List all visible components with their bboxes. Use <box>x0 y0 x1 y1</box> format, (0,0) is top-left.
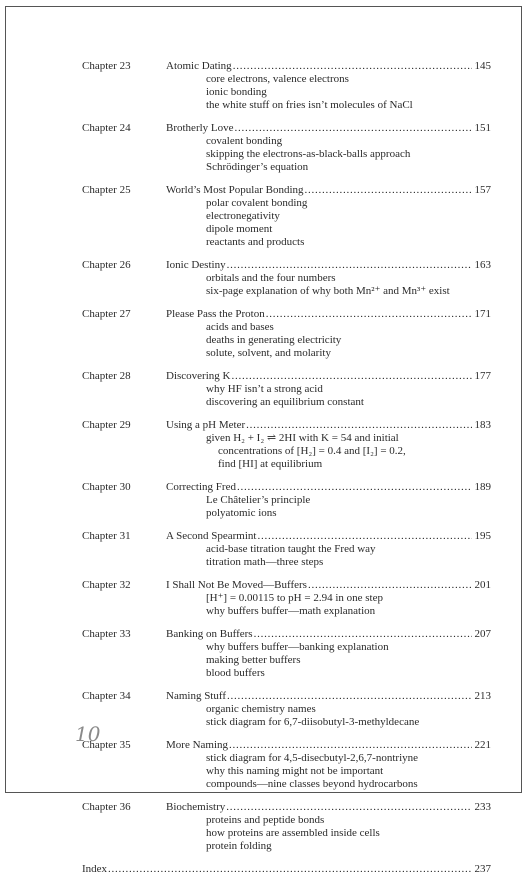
index-page-number: 237 <box>472 863 492 876</box>
toc-entry <box>82 530 491 579</box>
page-number: 207 <box>472 628 492 641</box>
dot-leader <box>166 370 491 383</box>
topic-item: deaths in generating electricity <box>206 334 342 346</box>
topic-list <box>82 73 491 112</box>
chapter-title[interactable]: Ionic Destiny <box>166 259 226 271</box>
chapter-title[interactable]: Banking on Buffers <box>166 628 253 640</box>
toc-entry <box>82 628 491 690</box>
topic-item: polar covalent bonding <box>206 197 308 209</box>
topic-list <box>82 641 491 680</box>
topic-item: why buffers buffer—math explanation <box>206 605 376 617</box>
topic-item: why HF isn’t a strong acid <box>206 383 323 395</box>
dot-leader <box>166 530 491 543</box>
toc-entry <box>82 184 491 259</box>
entry-heading-line <box>82 739 491 752</box>
toc-entry <box>82 690 491 739</box>
dot-leader <box>166 739 491 752</box>
topic-item: blood buffers <box>206 667 265 679</box>
chapter-title[interactable]: I Shall Not Be Moved—Buffers <box>166 579 307 591</box>
topic-item: compounds—nine classes beyond hydrocarbons <box>206 778 418 790</box>
topic-list <box>82 272 491 298</box>
topic-item: [H⁺] = 0.00115 to pH = 2.94 in one step <box>206 592 383 604</box>
topic-list <box>82 703 491 729</box>
toc-entry <box>82 481 491 530</box>
entry-heading-line <box>82 690 491 703</box>
dot-leader <box>166 60 491 73</box>
chapter-title[interactable]: Please Pass the Proton <box>166 308 265 320</box>
page-number: 189 <box>472 481 492 494</box>
page-number: 163 <box>472 259 492 272</box>
dot-leader <box>166 184 491 197</box>
chapter-number: Chapter 35 <box>82 739 131 751</box>
chapter-number: Chapter 32 <box>82 579 131 591</box>
topic-item: how proteins are assembled inside cells <box>206 827 380 839</box>
topic-item: polyatomic ions <box>206 507 277 519</box>
topic-list <box>82 494 491 520</box>
chapter-number: Chapter 33 <box>82 628 131 640</box>
chapter-number: Chapter 29 <box>82 419 131 431</box>
topic-item: find [HI] at equilibrium <box>218 458 323 470</box>
topic-item: ionic bonding <box>206 86 267 98</box>
page-number: 221 <box>472 739 492 752</box>
topic-item: reactants and products <box>206 236 305 248</box>
dot-leader <box>166 690 491 703</box>
topic-item: titration math—three steps <box>206 556 324 568</box>
dot-leader <box>166 419 491 432</box>
entry-heading-line <box>82 419 491 432</box>
topic-list <box>82 752 491 791</box>
chapter-number: Chapter 23 <box>82 60 131 72</box>
topic-item: why this naming might not be important <box>206 765 384 777</box>
topic-item: Schrödinger’s equation <box>206 161 309 173</box>
page-number: 145 <box>472 60 492 73</box>
topic-item: protein folding <box>206 840 272 852</box>
entry-heading-line <box>82 579 491 592</box>
topic-item: solute, solvent, and molarity <box>206 347 331 359</box>
dot-leader <box>166 801 491 814</box>
chapter-title[interactable]: Using a pH Meter <box>166 419 246 431</box>
dot-leader <box>166 122 491 135</box>
topic-item: organic chemistry names <box>206 703 316 715</box>
folio-page-number: 10 <box>75 722 101 746</box>
chapter-title[interactable]: Naming Stuff <box>166 690 226 702</box>
chapter-title[interactable]: Correcting Fred <box>166 481 236 493</box>
chapter-number: Chapter 31 <box>82 530 131 542</box>
chapter-number: Chapter 34 <box>82 690 131 702</box>
topic-item: why buffers buffer—banking explanation <box>206 641 389 653</box>
topic-item: discovering an equilibrium constant <box>206 396 364 408</box>
entry-heading-line <box>82 628 491 641</box>
topic-item: proteins and peptide bonds <box>206 814 325 826</box>
toc-entry <box>82 579 491 628</box>
topic-item: Le Châtelier’s principle <box>206 494 311 506</box>
topic-item: skipping the electrons-as-black-balls approach <box>206 148 411 160</box>
page-number: 171 <box>472 308 492 321</box>
topic-item: dipole moment <box>206 223 273 235</box>
dot-leader <box>166 481 491 494</box>
dot-leader <box>166 579 491 592</box>
topic-item: orbitals and the four numbers <box>206 272 336 284</box>
toc-entry <box>82 259 491 308</box>
topic-item: core electrons, valence electrons <box>206 73 349 85</box>
topic-list <box>82 814 491 853</box>
topic-item: stick diagram for 6,7-diisobutyl-3-methyldecane <box>206 716 420 728</box>
entry-heading-line <box>82 801 491 814</box>
topic-item: making better buffers <box>206 654 301 666</box>
index-entry <box>82 863 491 876</box>
topic-list <box>82 432 491 471</box>
page-number: 195 <box>472 530 492 543</box>
topic-list <box>82 383 491 409</box>
chapter-number: Chapter 30 <box>82 481 131 493</box>
dot-leader <box>166 259 491 272</box>
page-number: 183 <box>472 419 492 432</box>
topic-item: acids and bases <box>206 321 274 333</box>
chapter-number: Chapter 25 <box>82 184 131 196</box>
chapter-number: Chapter 26 <box>82 259 131 271</box>
chapter-title[interactable]: Brotherly Love <box>166 122 234 134</box>
entry-heading-line <box>82 481 491 494</box>
toc-entry <box>82 60 491 122</box>
entry-heading-line <box>82 530 491 543</box>
page-number: 201 <box>472 579 492 592</box>
toc-entry <box>82 370 491 419</box>
chapter-number: Chapter 27 <box>82 308 131 320</box>
topic-item: covalent bonding <box>206 135 283 147</box>
entry-heading-line <box>82 122 491 135</box>
toc-entry <box>82 122 491 184</box>
entry-heading-line <box>82 259 491 272</box>
chapter-title[interactable]: A Second Spearmint <box>166 530 257 542</box>
page-number: 213 <box>472 690 492 703</box>
topic-list <box>82 135 491 174</box>
index-label[interactable]: Index <box>82 863 108 875</box>
chapter-title[interactable]: Biochemistry <box>166 801 226 813</box>
entry-heading-line <box>82 184 491 197</box>
toc-entry <box>82 739 491 801</box>
topic-item: stick diagram for 4,5-disecbutyl-2,6,7-nontriyne <box>206 752 419 764</box>
chapter-title[interactable]: Atomic Dating <box>166 60 232 72</box>
topic-item: given H₂ + I₂ ⇌ 2HI with K = 54 and initial <box>206 432 399 444</box>
topic-list <box>82 321 491 360</box>
chapter-number: Chapter 28 <box>82 370 131 382</box>
chapter-number: Chapter 36 <box>82 801 131 813</box>
dot-leader <box>82 863 491 876</box>
index-line <box>82 863 491 876</box>
entry-heading-line <box>82 60 491 73</box>
toc-entry <box>82 801 491 863</box>
page-number: 151 <box>472 122 492 135</box>
toc-entry <box>82 308 491 370</box>
page-number: 177 <box>472 370 492 383</box>
dot-leader <box>166 628 491 641</box>
chapter-number: Chapter 24 <box>82 122 131 134</box>
topic-item: the white stuff on fries isn’t molecules of NaCl <box>206 99 413 111</box>
page-number: 233 <box>472 801 492 814</box>
chapter-title[interactable]: World’s Most Popular Bonding <box>166 184 304 196</box>
toc-entry <box>82 419 491 481</box>
topic-item: concentrations of [H₂] = 0.4 and [I₂] = 0.2, <box>218 445 406 457</box>
topic-item: acid-base titration taught the Fred way <box>206 543 376 555</box>
topic-list <box>82 197 491 249</box>
chapter-title[interactable]: Discovering K <box>166 370 231 382</box>
entry-heading-line <box>82 308 491 321</box>
topic-list <box>82 543 491 569</box>
table-of-contents <box>82 60 491 876</box>
entry-heading-line <box>82 370 491 383</box>
topic-item: six-page explanation of why both Mn²⁺ and Mn³⁺ exist <box>206 285 450 297</box>
chapter-title[interactable]: More Naming <box>166 739 229 751</box>
topic-item: electronegativity <box>206 210 280 222</box>
dot-leader <box>166 308 491 321</box>
topic-list <box>82 592 491 618</box>
page-number: 157 <box>472 184 492 197</box>
